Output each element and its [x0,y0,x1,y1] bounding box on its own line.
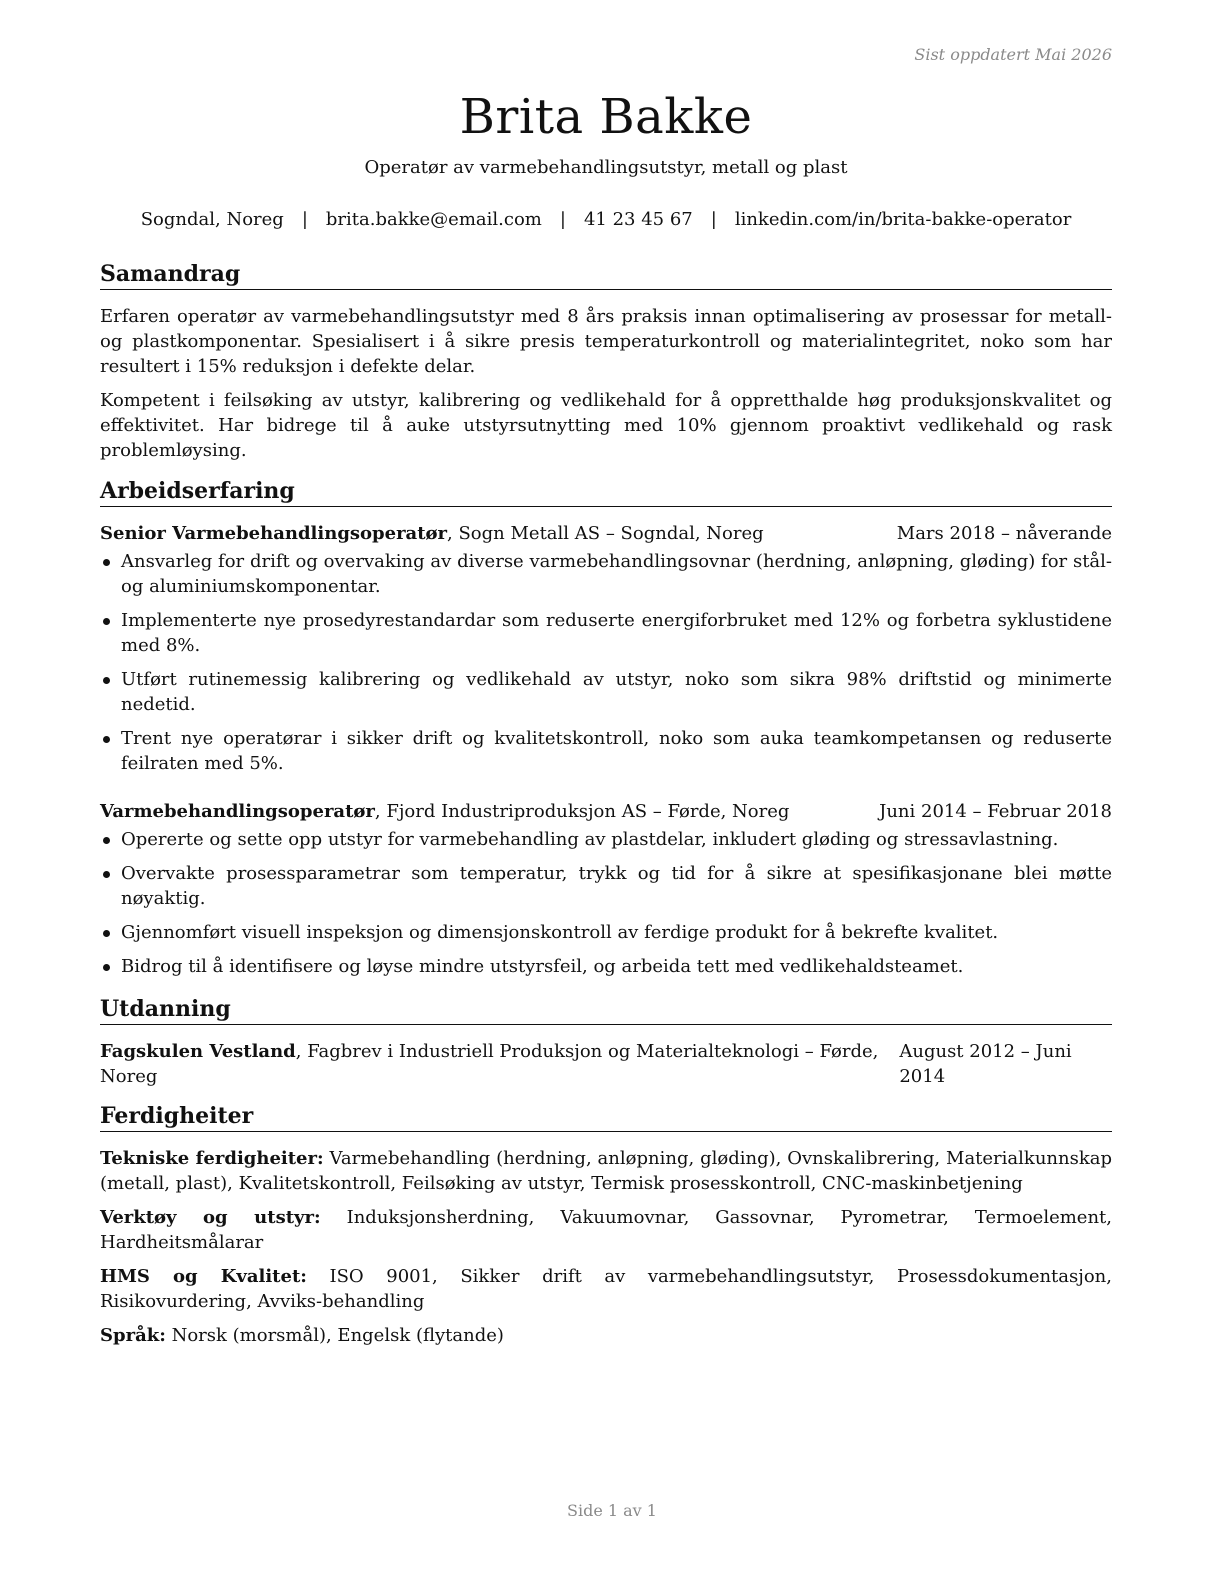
list-item [100,549,1112,599]
bullet-text: Bidrog til å identifisere og løyse mindre utstyrsfeil, og arbeida tett med vedlikehaldsteamet. [121,956,964,977]
skill-value: Induksjonsherdning, Vakuumovnar, Gassovnar, Pyrometrar, Termoelement, Hardheitsmålarar [100,1207,1112,1253]
job-bullet-list [100,549,1112,776]
list-item [100,726,1112,776]
job-dates: Mars 2018 – nåverande [896,523,1112,544]
list-item [100,954,1112,979]
education-row [100,1039,1112,1089]
skill-label: Verktøy og utstyr: [100,1207,321,1228]
contact-separator: | [301,209,308,230]
summary-heading: Samandrag [100,260,1112,290]
job-header [100,799,1112,824]
bullet-text: Trent nye operatørar i sikker drift og kvalitetskontroll, noko som auka teamkompetansen og reduserte feilraten med 5%. [121,728,1112,774]
skills-list [100,1146,1112,1348]
bullet-text: Opererte og sette opp utstyr for varmebehandling av plastdelar, inkludert gløding og stressavlastning. [121,829,1059,850]
skills-heading: Ferdigheiter [100,1102,1112,1132]
job-role: Senior Varmebehandlingsoperatør [100,523,448,544]
bullet-icon [103,736,110,743]
bullet-icon [103,930,110,937]
job-title-company [100,799,789,824]
education-degree: , Fagbrev i Industriell Produksjon og Materialteknologi – Førde, Noreg [100,1041,879,1087]
skill-label: Språk: [100,1325,166,1346]
skill-row [100,1323,1112,1348]
summary-section [100,260,1112,463]
bullet-icon [103,871,110,878]
bullet-icon [103,618,110,625]
bullet-icon [103,837,110,844]
contact-linkedin[interactable]: linkedin.com/in/brita-bakke-operator [734,209,1072,230]
skill-row [100,1146,1112,1196]
contact-phone: 41 23 45 67 [583,209,693,230]
skill-label: HMS og Kvalitet: [100,1266,307,1287]
contact-separator: | [559,209,566,230]
list-item [100,667,1112,717]
bullet-text: Ansvarleg for drift og overvaking av diverse varmebehandlingsovnar (herdning, anløpning, gløding) for stål- og aluminiumskomponentar. [121,551,1112,597]
education-school: Fagskulen Vestland [100,1041,296,1062]
job-role: Varmebehandlingsoperatør [100,801,375,822]
skill-value: Norsk (morsmål), Engelsk (flytande) [165,1325,504,1346]
bullet-text: Implementerte nye prosedyrestandardar som reduserte energiforbruket med 12% og forbetra syklustidene med 8%. [121,610,1112,656]
bullet-icon [103,559,110,566]
page-number: Side 1 av 1 [567,1501,657,1520]
job-header [100,521,1112,546]
list-item [100,827,1112,852]
list-item [100,920,1112,945]
candidate-name: Brita Bakke [459,89,753,145]
job-company: , Fjord Industriproduksjon AS – Førde, Noreg [374,801,790,822]
contact-email[interactable]: brita.bakke@email.com [325,209,542,230]
skill-label: Tekniske ferdigheiter: [100,1148,324,1169]
contact-line [100,208,1112,232]
education-school-degree [100,1039,899,1089]
experience-heading: Arbeidserfaring [100,477,1112,507]
job-title-company [100,521,764,546]
contact-separator: | [710,209,717,230]
skill-value: Varmebehandling (herdning, anløpning, gløding), Ovnskalibrering, Materialkunnskap (metall, plast), Kvalitetskontroll, Feilsøking av utstyr, Termisk prosesskontroll, CNC-maskinbetjening [100,1148,1112,1194]
summary-paragraph: Kompetent i feilsøking av utstyr, kalibrering og vedlikehald for å oppretthalde høg produksjonskvalitet og effektivitet. Har bidrege til å auke utstyrsutnytting med 10% gjennom proaktivt vedlikehald og rask problemløysing. [100,390,1112,461]
job-company: , Sogn Metall AS – Sogndal, Noreg [447,523,764,544]
bullet-icon [103,677,110,684]
skill-row [100,1264,1112,1314]
education-dates: August 2012 – Juni 2014 [899,1041,1072,1087]
skill-row [100,1205,1112,1255]
summary-paragraph: Erfaren operatør av varmebehandlingsutstyr med 8 års praksis innan optimalisering av prosessar for metall- og plastkomponentar. Spesialisert i å sikre presis temperaturkontroll og materialintegritet, noko som har resultert i 15% reduksjon i defekte delar. [100,306,1112,377]
skill-value: ISO 9001, Sikker drift av varmebehandlingsutstyr, Prosessdokumentasjon, Risikovurdering, Avviks-behandling [100,1266,1112,1312]
bullet-text: Gjennomført visuell inspeksjon og dimensjonskontroll av ferdige produkt for å bekrefte kvalitet. [121,922,999,943]
job-bullet-list [100,827,1112,979]
bullet-text: Utført rutinemessig kalibrering og vedlikehald av utstyr, noko som sikra 98% driftstid og minimerte nedetid. [121,669,1112,715]
contact-location: Sogndal, Noreg [140,209,284,230]
skills-section [100,1102,1112,1348]
bullet-text: Overvakte prosessparametrar som temperatur, trykk og tid for å sikre at spesifikasjonane blei møtte nøyaktig. [121,863,1112,909]
job-dates: Juni 2014 – Februar 2018 [879,801,1112,822]
education-section [100,995,1112,1089]
experience-section [100,477,1112,979]
education-heading: Utdanning [100,995,1112,1025]
last-updated: Sist oppdatert Mai 2026 [914,45,1112,64]
bullet-icon [103,964,110,971]
list-item [100,861,1112,911]
job-title: Operatør av varmebehandlingsutstyr, metall og plast [364,157,848,178]
list-item [100,608,1112,658]
